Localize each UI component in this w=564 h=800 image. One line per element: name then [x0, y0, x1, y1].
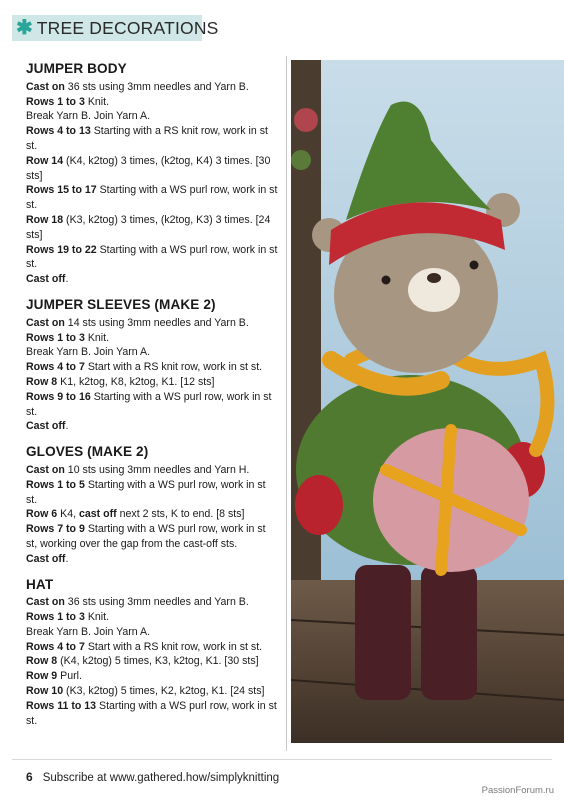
section-header	[12, 15, 219, 41]
instruction-label: Rows 1 to 5	[26, 478, 85, 491]
instruction-text: Starting with a WS purl row, work in st st.	[26, 184, 278, 212]
pattern-section	[26, 445, 278, 566]
instruction-label: Cast on	[26, 316, 65, 329]
instruction-line	[26, 522, 278, 552]
instruction-label: Row 14	[26, 154, 64, 167]
instruction-label: Rows 4 to 13	[26, 125, 91, 138]
instruction-line	[26, 213, 278, 243]
instruction-text: Starting with a WS purl row, work in st st.	[26, 243, 278, 271]
instruction-line	[26, 109, 278, 124]
instruction-line	[26, 610, 278, 625]
instruction-label: Cast on	[26, 80, 65, 93]
instruction-text: Break Yarn B. Join Yarn A.	[26, 625, 151, 638]
instruction-text: 36 sts using 3mm needles and Yarn B.	[64, 80, 249, 93]
page-footer	[26, 770, 279, 784]
instruction-line	[26, 375, 278, 390]
instruction-label: Row 9	[26, 670, 58, 683]
instruction-line	[26, 316, 278, 331]
instruction-line	[26, 699, 278, 729]
instruction-line	[26, 595, 278, 610]
section-heading: HAT	[26, 576, 54, 592]
instruction-text: Starting with a WS purl row, work in st st.	[26, 699, 277, 727]
instruction-text: 36 sts using 3mm needles and Yarn B.	[64, 596, 249, 609]
instruction-text: 10 sts using 3mm needles and Yarn H.	[64, 463, 250, 476]
instruction-text: Break Yarn B. Join Yarn A.	[26, 346, 151, 359]
instruction-label: Row 18	[26, 213, 64, 226]
instruction-text: Starting with a WS purl row, work in st st, working over the gap from the cast-off sts.	[26, 523, 266, 550]
instruction-line	[26, 331, 278, 346]
bear-photo	[291, 60, 564, 743]
instruction-label: Row 6	[26, 508, 58, 521]
instruction-label: Rows 15 to 17	[26, 184, 97, 197]
instruction-line	[26, 243, 278, 273]
instruction-text: Starting with a WS purl row, work in st st.	[26, 478, 266, 506]
instruction-label: cast off	[79, 508, 117, 521]
instruction-line	[26, 625, 278, 640]
instruction-line	[26, 654, 278, 669]
instruction-label: Cast off	[26, 420, 66, 433]
asterisk-icon: ✱	[16, 17, 33, 39]
instruction-text: Purl.	[57, 670, 82, 683]
instruction-text: (K4, k2tog) 3 times, (k2tog, K4) 3 times. [30 sts]	[26, 154, 271, 182]
instruction-text: .	[65, 273, 69, 286]
instruction-label: Rows 19 to 22	[26, 243, 97, 256]
instruction-text: Starting with a RS knit row, work in st st.	[26, 125, 268, 152]
knitted-bear-illustration	[291, 60, 564, 743]
instruction-text: K4,	[57, 508, 79, 521]
footer-rule	[12, 759, 552, 760]
instruction-text: Start with a RS knit row, work in st st.	[84, 361, 263, 374]
section-title: TREE DECORATIONS	[36, 17, 219, 38]
instruction-label: Row 8	[26, 375, 58, 388]
watermark: PassionForum.ru	[481, 785, 554, 796]
instruction-label: Rows 7 to 9	[26, 523, 85, 536]
instruction-label: Rows 9 to 16	[26, 390, 91, 403]
page-number: 6	[26, 770, 33, 784]
instruction-text: Knit.	[84, 95, 110, 108]
instruction-text: (K4, k2tog) 5 times, K3, k2tog, K1. [30 sts]	[57, 655, 259, 668]
instruction-text: 14 sts using 3mm needles and Yarn B.	[64, 316, 249, 329]
instruction-line	[26, 419, 278, 434]
pattern-column	[26, 62, 278, 739]
instruction-label: Cast off	[26, 273, 66, 286]
instruction-line	[26, 154, 278, 184]
instruction-label: Rows 1 to 3	[26, 331, 85, 344]
instruction-label: Rows 4 to 7	[26, 640, 85, 653]
section-heading: JUMPER SLEEVES (MAKE 2)	[26, 296, 216, 312]
instruction-label: Row 10	[26, 685, 64, 698]
instruction-label: Rows 1 to 3	[26, 611, 85, 624]
instruction-line	[26, 684, 278, 699]
instruction-line	[26, 669, 278, 684]
instruction-label: Rows 4 to 7	[26, 361, 85, 374]
pattern-section	[26, 298, 278, 434]
instruction-line	[26, 552, 278, 567]
instruction-line	[26, 640, 278, 655]
instruction-label: Cast on	[26, 596, 65, 609]
section-heading: GLOVES (MAKE 2)	[26, 444, 149, 460]
instruction-label: Cast on	[26, 463, 65, 476]
instruction-line	[26, 507, 278, 522]
instruction-line	[26, 124, 278, 154]
instruction-line	[26, 183, 278, 213]
instruction-label: Rows 1 to 3	[26, 95, 85, 108]
instruction-label: Cast off	[26, 552, 66, 565]
instruction-line	[26, 80, 278, 95]
instruction-label: Rows 11 to 13	[26, 699, 97, 712]
instruction-text: (K3, k2tog) 5 times, K2, k2tog, K1. [24 sts]	[63, 685, 265, 698]
pattern-section	[26, 62, 278, 287]
pattern-section	[26, 578, 278, 729]
instruction-line	[26, 478, 278, 508]
instruction-line	[26, 463, 278, 478]
instruction-text: Break Yarn B. Join Yarn A.	[26, 110, 151, 123]
instruction-line	[26, 95, 278, 110]
instruction-text: K1, k2tog, K8, k2tog, K1. [12 sts]	[57, 375, 215, 388]
instruction-text: .	[65, 552, 69, 565]
instruction-text: Knit.	[84, 611, 110, 624]
instruction-text: Knit.	[84, 331, 110, 344]
instruction-line	[26, 360, 278, 375]
subscribe-link[interactable]: Subscribe at www.gathered.how/simplyknitting	[42, 772, 280, 784]
instruction-text: .	[65, 420, 69, 433]
instruction-label: Row 8	[26, 655, 58, 668]
instruction-line	[26, 345, 278, 360]
instruction-text: next 2 sts, K to end. [8 sts]	[116, 508, 245, 521]
instruction-text: (K3, k2tog) 3 times, (k2tog, K3) 3 times. [24 sts]	[26, 213, 271, 241]
instruction-line	[26, 390, 278, 420]
section-heading: JUMPER BODY	[26, 61, 127, 76]
column-divider	[286, 56, 287, 751]
instruction-text: Starting with a WS purl row, work in st st.	[26, 390, 272, 418]
instruction-line	[26, 272, 278, 287]
instruction-text: Start with a RS knit row, work in st st.	[84, 640, 263, 653]
